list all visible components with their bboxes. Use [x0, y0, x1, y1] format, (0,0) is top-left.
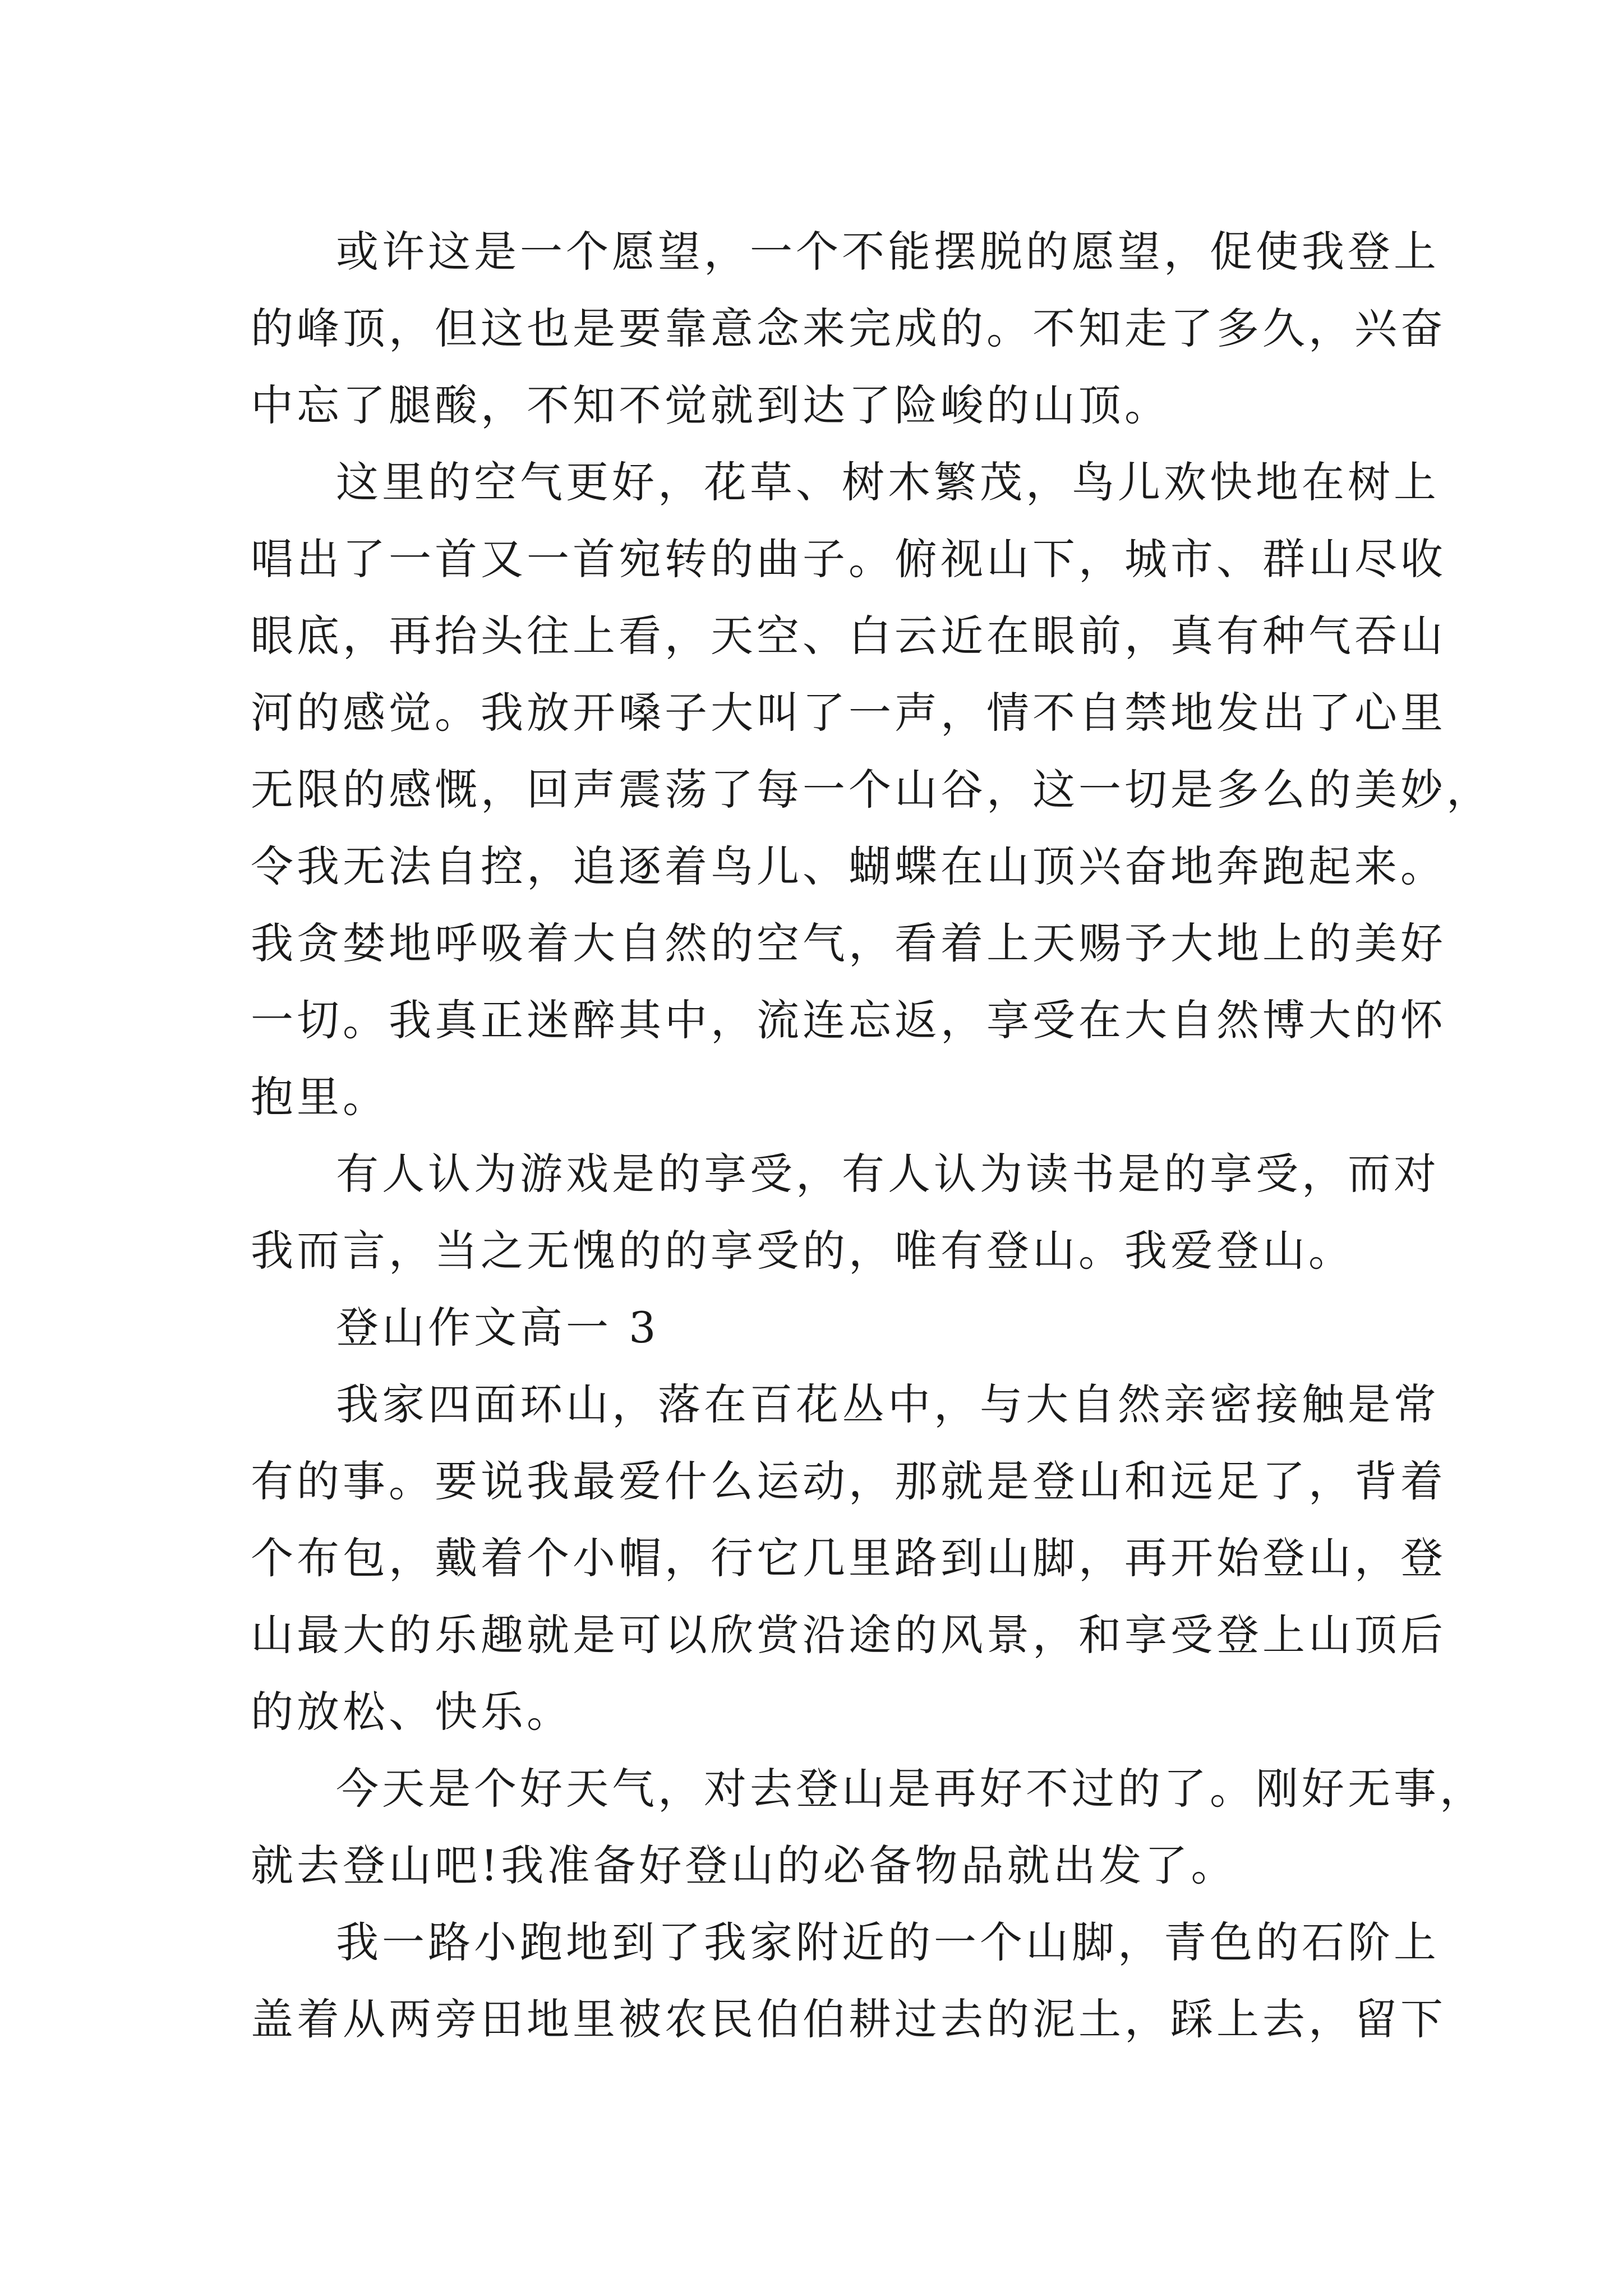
text-line: 唱出了一首又一首宛转的曲子。俯视山下，城市、群山尽收: [251, 534, 1446, 584]
text-line: 今天是个好天气，对去登山是再好不过的了。刚好无事，: [336, 1764, 1486, 1814]
text-line: 我一路小跑地到了我家附近的一个山脚，青色的石阶上: [336, 1917, 1440, 1967]
text-line: 我贪婪地呼吸着大自然的空气，看着上天赐予大地上的美好: [251, 918, 1446, 968]
text-line: 一切。我真正迷醉其中，流连忘返，享受在大自然博大的怀: [251, 995, 1446, 1045]
text-line: 山最大的乐趣就是可以欣赏沿途的风景，和享受登上山顶后: [251, 1610, 1446, 1660]
document-body: [251, 213, 1492, 2058]
text-line: 我而言，当之无愧的的享受的，唯有登山。我爱登山。: [251, 1226, 1354, 1276]
text-line: 中忘了腿酸，不知不觉就到达了险峻的山顶。: [251, 380, 1170, 430]
text-line: 河的感觉。我放开嗓子大叫了一声，情不自禁地发出了心里: [251, 688, 1446, 738]
section-heading: 登山作文高一 3: [336, 1303, 660, 1352]
text-line: 或许这是一个愿望，一个不能摆脱的愿望，促使我登上: [336, 227, 1440, 277]
text-line: 令我无法自控，追逐着鸟儿、蝴蝶在山顶兴奋地奔跑起来。: [251, 841, 1446, 891]
text-line: 这里的空气更好，花草、树木繁茂，鸟儿欢快地在树上: [336, 457, 1440, 507]
text-line: 眼底，再抬头往上看，天空、白云近在眼前，真有种气吞山: [251, 611, 1446, 661]
text-line: 的放松、快乐。: [251, 1687, 573, 1737]
text-line: 盖着从两旁田地里被农民伯伯耕过去的泥土，踩上去，留下: [251, 1994, 1446, 2044]
text-line: 就去登山吧!我准备好登山的必备物品就出发了。: [251, 1841, 1237, 1890]
text-line: 我家四面环山，落在百花丛中，与大自然亲密接触是常: [336, 1379, 1440, 1429]
text-line: 无限的感慨，回声震荡了每一个山谷，这一切是多么的美妙，: [251, 765, 1492, 815]
text-line: 个布包，戴着个小帽，行它几里路到山脚，再开始登山，登: [251, 1533, 1446, 1583]
text-line: 有人认为游戏是的享受，有人认为读书是的享受，而对: [336, 1149, 1440, 1199]
text-line: 抱里。: [251, 1072, 389, 1122]
text-line: 的峰顶，但这也是要靠意念来完成的。不知走了多久，兴奋: [251, 303, 1446, 353]
text-line: 有的事。要说我最爱什么运动，那就是登山和远足了，背着: [251, 1456, 1446, 1506]
